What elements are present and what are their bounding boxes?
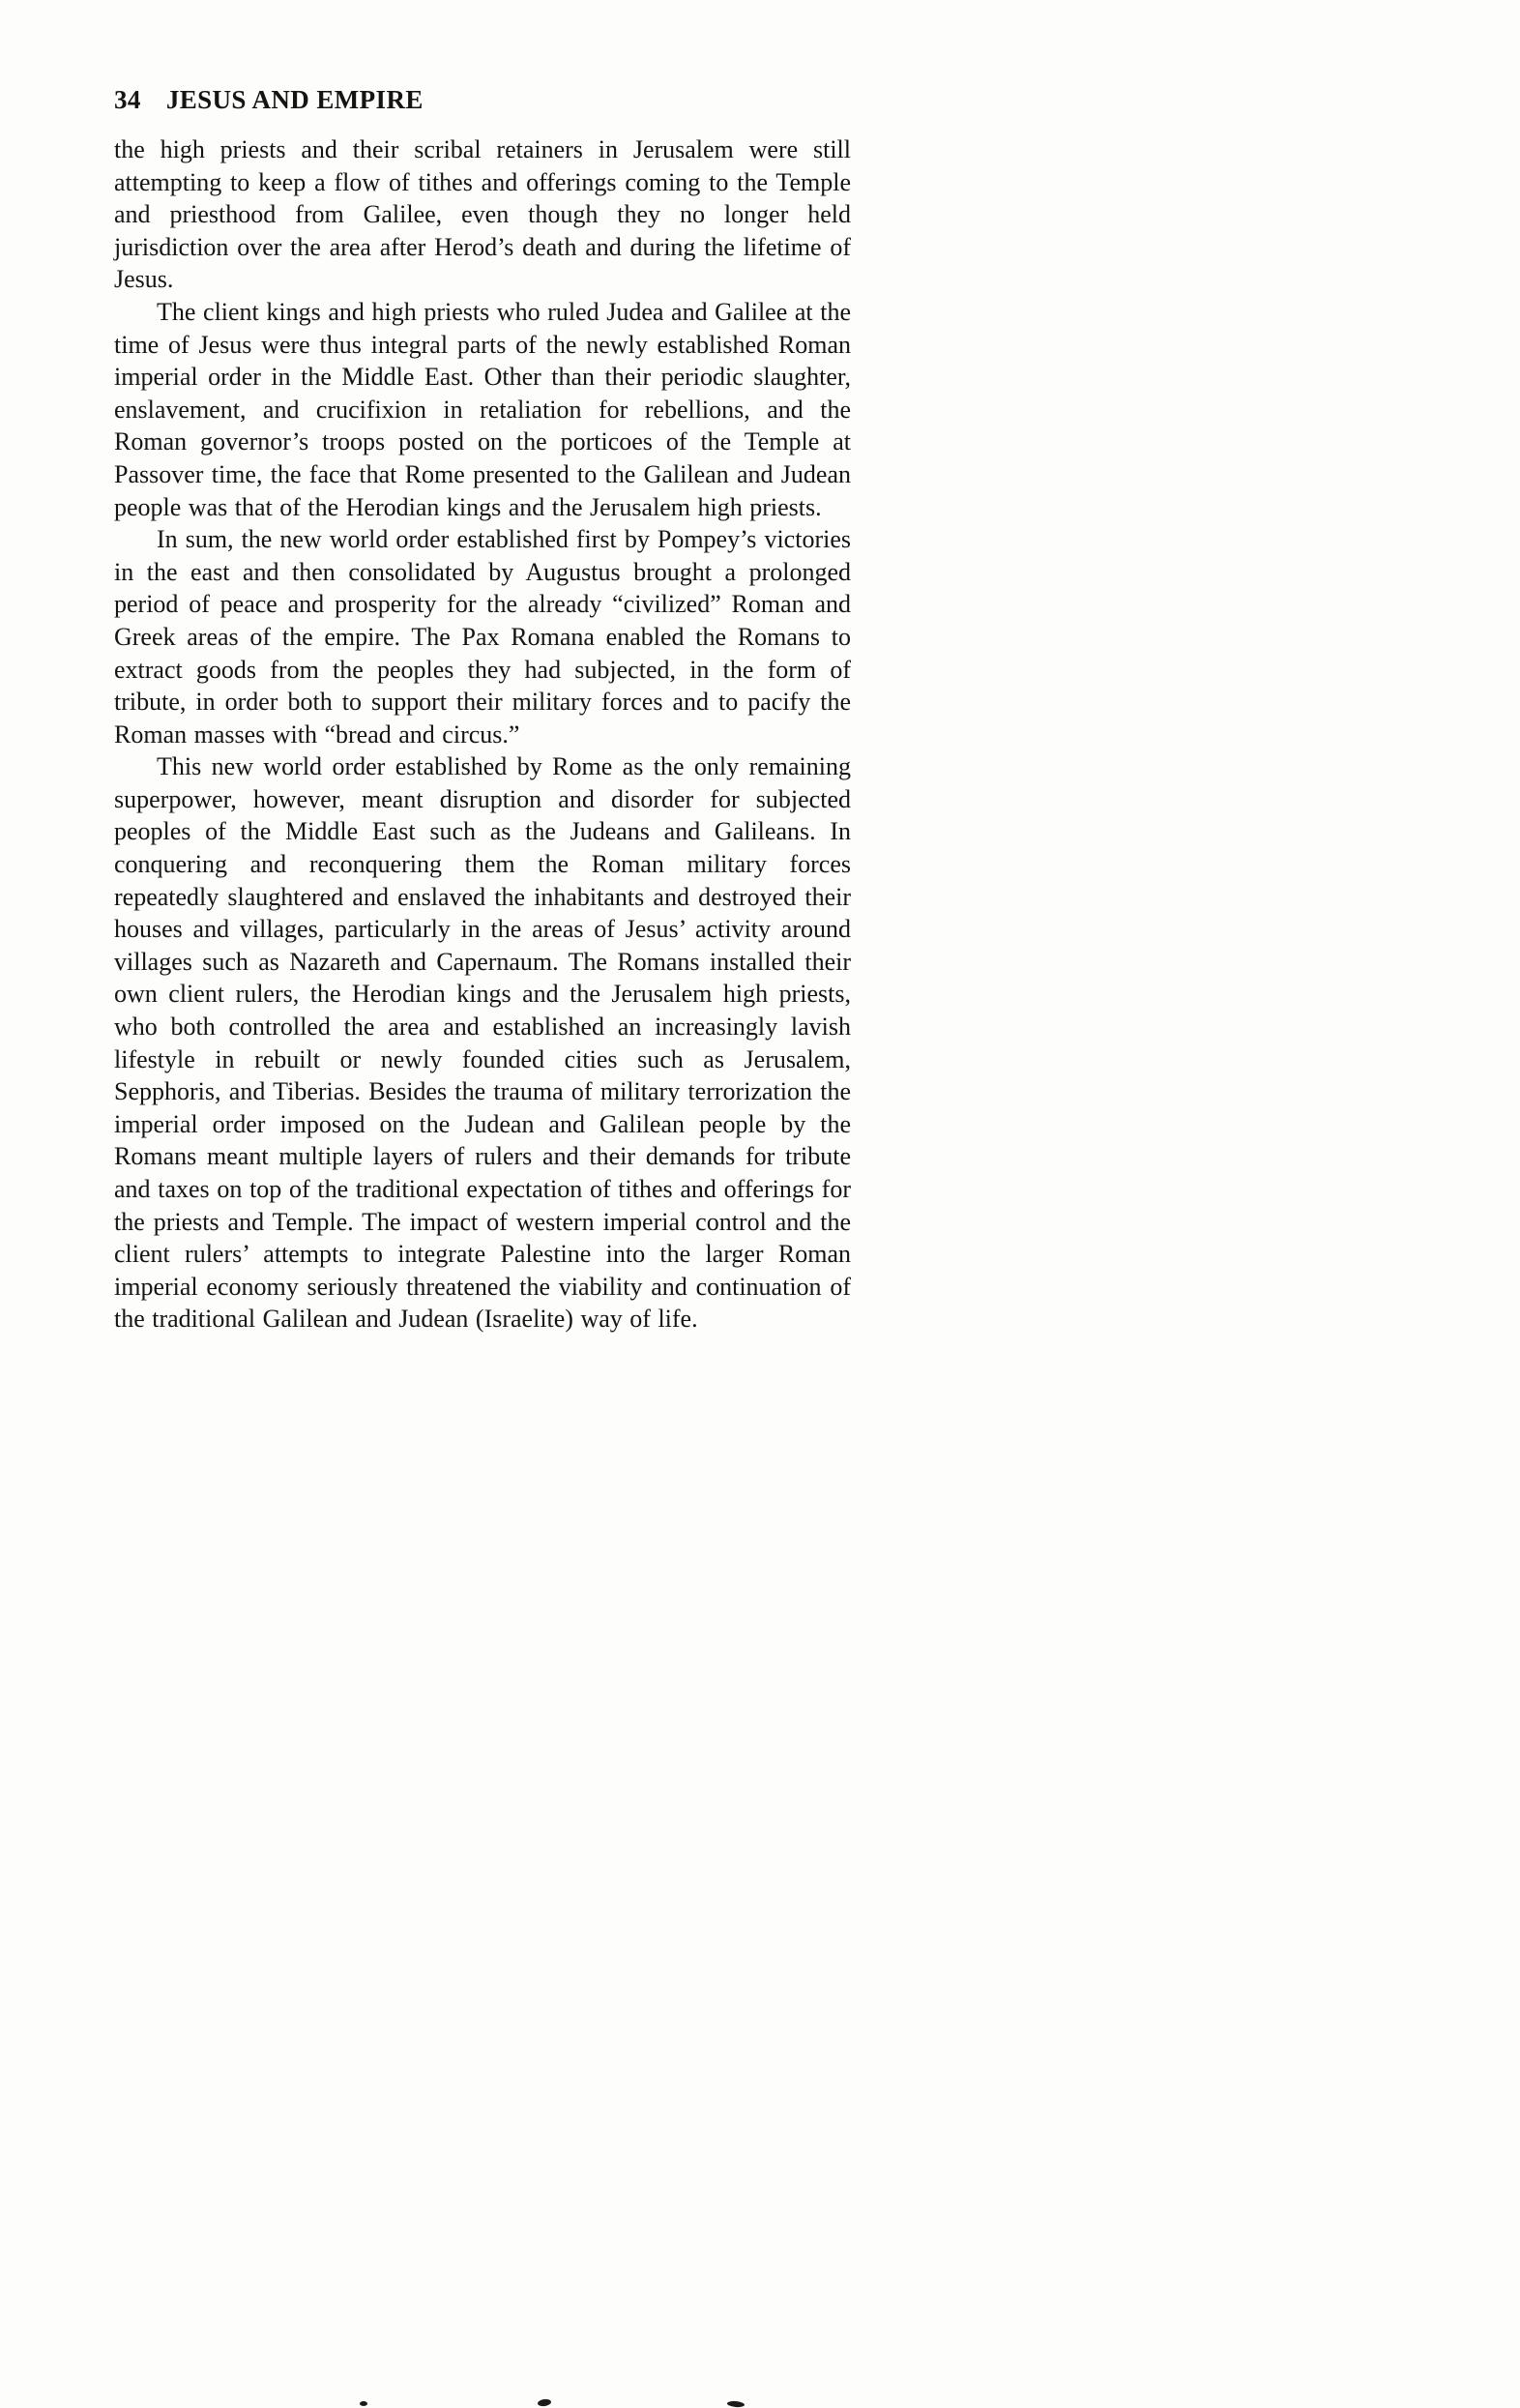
page-number: 34	[114, 85, 141, 114]
running-header	[114, 85, 424, 115]
running-title: JESUS AND EMPIRE	[165, 85, 424, 114]
paragraph: In sum, the new world order established first by Pompey’s victories in the east and then consolidated by Augustus brought a prolonged period of peace and prosperity for the already “civilized” Roman and Greek areas of the empire. The Pax Romana enabled the Romans to extract goods from the peoples they had subjected, in the form of tribute, in order both to support their military forces and to pacify the Roman masses with “bread and circus.”	[114, 525, 851, 749]
scan-artifact	[360, 2401, 367, 2406]
scan-artifact	[727, 2400, 745, 2408]
paragraph: This new world order established by Rome as the only remaining superpower, however, meant disruption and disorder for subjected peoples of the Middle East such as the Judeans and Galileans. In conquering and reconquering them the Roman military forces repeatedly slaughtered and enslaved the inhabitants and destroyed their houses and villages, particularly in the areas of Jesus’ activity around villages such as Nazareth and Capernaum. The Romans installed their own client rulers, the Herodian kings and the Jerusalem high priests, who both controlled the area and established an increasingly lavish lifestyle in rebuilt or newly founded cities such as Jerusalem, Sepphoris, and Tiberias. Besides the trauma of military terrorization the imperial order imposed on the Judean and Galilean people by the Romans meant multiple layers of rulers and their demands for tribute and taxes on top of the traditional expectation of tithes and offerings for the priests and Temple. The impact of western imperial control and the client rulers’ attempts to integrate Palestine into the larger Roman imperial economy seriously threatened the viability and continuation of the traditional Galilean and Judean (Israelite) way of life.	[114, 752, 851, 1334]
body-text	[114, 133, 851, 1336]
paragraph: the high priests and their scribal retainers in Jerusalem were still attempting to keep a flow of tithes and offerings coming to the Temple and priesthood from Galilee, even though they no longer held jurisdiction over the area after Herod’s death and during the lifetime of Jesus.	[114, 135, 851, 294]
paragraph: The client kings and high priests who ruled Judea and Galilee at the time of Jesus were thus integral parts of the newly established Roman imperial order in the Middle East. Other than their periodic slaughter, enslavement, and crucifixion in retaliation for rebellions, and the Roman governor’s troops posted on the porticoes of the Temple at Passover time, the face that Rome presented to the Galilean and Judean people was that of the Herodian kings and the Jerusalem high priests.	[114, 297, 851, 521]
scan-artifact	[538, 2398, 552, 2407]
